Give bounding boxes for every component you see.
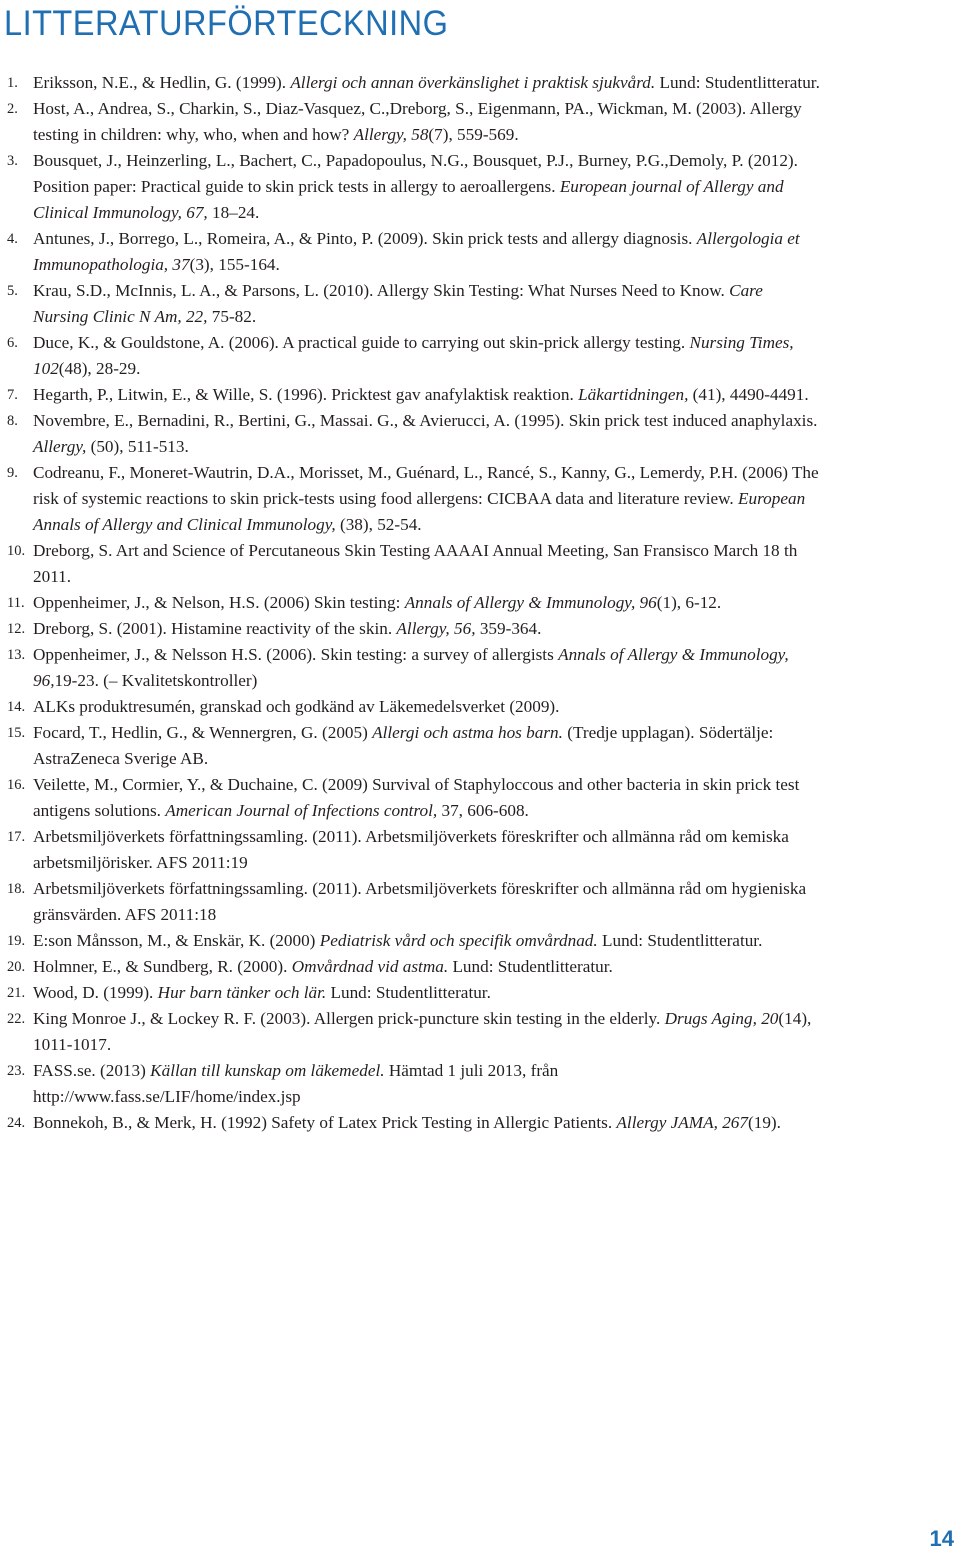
reference-text [33,99,802,144]
reference-segment: 19-23. (– Kvalitetskontroller) [54,671,258,690]
reference-segment: Lund: Studentlitteratur. [597,931,763,950]
reference-text [33,1009,811,1054]
reference-item [0,1058,820,1110]
reference-italic-segment: European journal of Allergy and Clinical Immunology, 67, [33,177,784,222]
reference-number: 14. [7,699,26,715]
reference-number: 20. [7,959,26,975]
page-number: 14 [929,1526,954,1551]
reference-text [33,957,613,976]
reference-number: 1. [7,75,18,91]
reference-segment: (50), 511-513. [86,437,189,456]
reference-number: 18. [7,881,26,897]
reference-text [33,411,817,456]
reference-italic-segment: Källan till kunskap om läkemedel. [150,1061,385,1080]
reference-text [33,73,820,92]
reference-item [0,876,820,928]
reference-italic-segment: Allergy, 56, [396,619,476,638]
reference-item [0,980,820,1006]
reference-number: 10. [7,543,26,559]
reference-text [33,697,559,716]
reference-number: 19. [7,933,26,949]
reference-item [0,928,820,954]
reference-item [0,382,820,408]
reference-segment: Veilette, M., Cormier, Y., & Duchaine, C. (2009) Survival of Staphyloccous and other bacteria in skin prick test antigens solutions. [33,775,800,820]
reference-item [0,772,820,824]
reference-segment: (41), 4490-4491. [688,385,809,404]
reference-segment: Host, A., Andrea, S., Charkin, S., Diaz-Vasquez, C.,Dreborg, S., Eigenmann, PA., Wickman, M. (2003). Allergy testing in children: why, who, when and how? [33,99,802,144]
reference-text [33,827,789,872]
reference-italic-segment: Drugs Aging, 20 [664,1009,779,1028]
reference-italic-segment: Allergi och astma hos barn. [372,723,563,742]
reference-segment: Duce, K., & Gouldstone, A. (2006). A practical guide to carrying out skin-prick allergy testing. [33,333,690,352]
reference-number: 9. [7,465,18,481]
reference-text [33,931,762,950]
reference-segment: (19). [748,1113,781,1132]
reference-number: 7. [7,387,18,403]
reference-number: 23. [7,1063,26,1079]
reference-text [33,385,809,404]
reference-item [0,408,820,460]
reference-number: 4. [7,231,18,247]
reference-italic-segment: Care Nursing Clinic N Am, 22, [33,281,763,326]
reference-item [0,590,820,616]
reference-italic-segment: Nursing Times, 102 [33,333,794,378]
reference-segment: FASS.se. (2013) [33,1061,151,1080]
reference-segment: Wood, D. (1999). [33,983,158,1002]
reference-segment: Arbetsmiljöverkets författningssamling. (2011). Arbetsmiljöverkets föreskrifter och allmänna råd om hygieniska gränsvärden. AFS 2011:18 [33,879,807,924]
reference-text [33,151,798,222]
reference-text [33,723,773,768]
reference-item [0,954,820,980]
reference-item [0,278,820,330]
reference-italic-segment: Annals of Allergy & Immunology, 96 [404,593,657,612]
reference-segment: Codreanu, F., Moneret-Wautrin, D.A., Morisset, M., Guénard, L., Rancé, S., Kanny, G., Lemerdy, P.H. (2006) The risk of systemic reactions to skin prick-tests using food allergens: CICBAA data and literature review. [33,463,819,508]
reference-item [0,824,820,876]
reference-item [0,1110,820,1136]
reference-text [33,1061,558,1106]
reference-item [0,1006,820,1058]
reference-segment: Lund: Studentlitteratur. [655,73,820,92]
reference-item [0,148,820,226]
reference-segment: Bonnekoh, B., & Merk, H. (1992) Safety of Latex Prick Testing in Allergic Patients. [33,1113,617,1132]
reference-text [33,229,800,274]
reference-segment: Hegarth, P., Litwin, E., & Wille, S. (1996). Pricktest gav anafylaktisk reaktion. [33,385,579,404]
reference-number: 5. [7,283,18,299]
reference-number: 11. [7,595,25,611]
reference-segment: Krau, S.D., McInnis, L. A., & Parsons, L. (2010). Allergy Skin Testing: What Nurses Need to Know. [33,281,730,300]
reference-number: 13. [7,647,26,663]
reference-italic-segment: Pediatrisk vård och specifik omvårdnad. [319,931,598,950]
reference-segment: (Tredje upplagan). Södertälje: AstraZeneca Sverige AB. [33,723,774,768]
reference-italic-segment: Allergy, [33,437,87,456]
page-title: LITTERATURFÖRTECKNING [4,4,449,43]
reference-item [0,460,820,538]
reference-number: 16. [7,777,26,793]
reference-number: 17. [7,829,26,845]
reference-text [33,645,789,690]
reference-segment: Oppenheimer, J., & Nelson, H.S. (2006) Skin testing: [33,593,405,612]
reference-text [33,1113,781,1132]
reference-item [0,694,820,720]
reference-segment: (14), 1011-1017. [33,1009,812,1054]
reference-italic-segment: Omvårdnad vid astma. [291,957,449,976]
reference-number: 8. [7,413,18,429]
reference-number: 22. [7,1011,26,1027]
reference-item [0,70,820,96]
reference-text [33,281,763,326]
reference-item [0,96,820,148]
reference-number: 2. [7,101,18,117]
reference-segment: 37, 606-608. [437,801,529,820]
reference-segment: 18–24. [207,203,260,222]
reference-text [33,333,794,378]
reference-segment: Focard, T., Hedlin, G., & Wennergren, G. (2005) [33,723,373,742]
reference-number: 12. [7,621,26,637]
reference-italic-segment: Allergi och annan överkänslighet i praktisk sjukvård. [290,73,656,92]
reference-segment: Bousquet, J., Heinzerling, L., Bachert, C., Papadopoulus, N.G., Bousquet, P.J., Burney, P.G.,Demoly, P. (2012). Position paper: Practical guide to skin prick tests in allergy to aeroallergens. [33,151,798,196]
reference-segment: (1), 6-12. [656,593,722,612]
reference-segment: Lund: Studentlitteratur. [448,957,613,976]
reference-item [0,330,820,382]
reference-text [33,593,721,612]
reference-text [33,983,491,1002]
reference-italic-segment: Allergy, 58 [353,125,429,144]
reference-number: 24. [7,1115,26,1131]
reference-item [0,616,820,642]
reference-segment: (48), 28-29. [58,359,141,378]
reference-italic-segment: Läkartidningen, [578,385,689,404]
reference-segment: Eriksson, N.E., & Hedlin, G. (1999). [33,73,291,92]
reference-number: 6. [7,335,18,351]
reference-italic-segment: Allergologia et Immunopathologia, 37 [33,229,800,274]
reference-italic-segment: Annals of Allergy & Immunology, 96, [33,645,789,690]
reference-segment: ALKs produktresumén, granskad och godkänd av Läkemedelsverket (2009). [33,697,560,716]
reference-segment: 359-364. [475,619,542,638]
reference-italic-segment: European Annals of Allergy and Clinical Immunology, [33,489,806,534]
reference-segment: Hämtad 1 juli 2013, från http://www.fass.se/LIF/home/index.jsp [33,1061,559,1106]
reference-segment: (38), 52-54. [335,515,422,534]
reference-text [33,463,819,534]
reference-segment: Dreborg, S. Art and Science of Percutaneous Skin Testing AAAAI Annual Meeting, San Fransisco March 18 th 2011. [33,541,798,586]
reference-segment: Oppenheimer, J., & Nelsson H.S. (2006). Skin testing: a survey of allergists [33,645,559,664]
reference-italic-segment: American Journal of Infections control, [165,801,438,820]
reference-text [33,775,799,820]
reference-segment: Holmner, E., & Sundberg, R. (2000). [33,957,292,976]
reference-segment: Novembre, E., Bernadini, R., Bertini, G., Massai. G., & Avierucci, A. (1995). Skin prick test induced anaphylaxis. [33,411,818,430]
reference-segment: Antunes, J., Borrego, L., Romeira, A., & Pinto, P. (2009). Skin prick tests and allergy diagnosis. [33,229,697,248]
reference-segment: Dreborg, S. (2001). Histamine reactivity of the skin. [33,619,397,638]
reference-list [0,70,820,1136]
reference-segment: 75-82. [207,307,257,326]
reference-number: 3. [7,153,18,169]
reference-text [33,879,806,924]
reference-item [0,538,820,590]
reference-italic-segment: Hur barn tänker och lär. [157,983,327,1002]
reference-number: 21. [7,985,26,1001]
reference-segment: E:son Månsson, M., & Enskär, K. (2000) [33,931,320,950]
reference-item [0,226,820,278]
reference-text [33,619,541,638]
reference-number: 15. [7,725,26,741]
reference-segment: King Monroe J., & Lockey R. F. (2003). Allergen prick-puncture skin testing in the elderly. [33,1009,665,1028]
reference-item [0,642,820,694]
reference-segment: (3), 155-164. [189,255,280,274]
reference-segment: Lund: Studentlitteratur. [326,983,491,1002]
reference-item [0,720,820,772]
reference-segment: (7), 559-569. [428,125,519,144]
reference-text [33,541,797,586]
reference-italic-segment: Allergy JAMA, 267 [616,1113,748,1132]
reference-segment: Arbetsmiljöverkets författningssamling. (2011). Arbetsmiljöverkets föreskrifter och allmänna råd om kemiska arbetsmiljörisker. AFS 2011:19 [33,827,789,872]
